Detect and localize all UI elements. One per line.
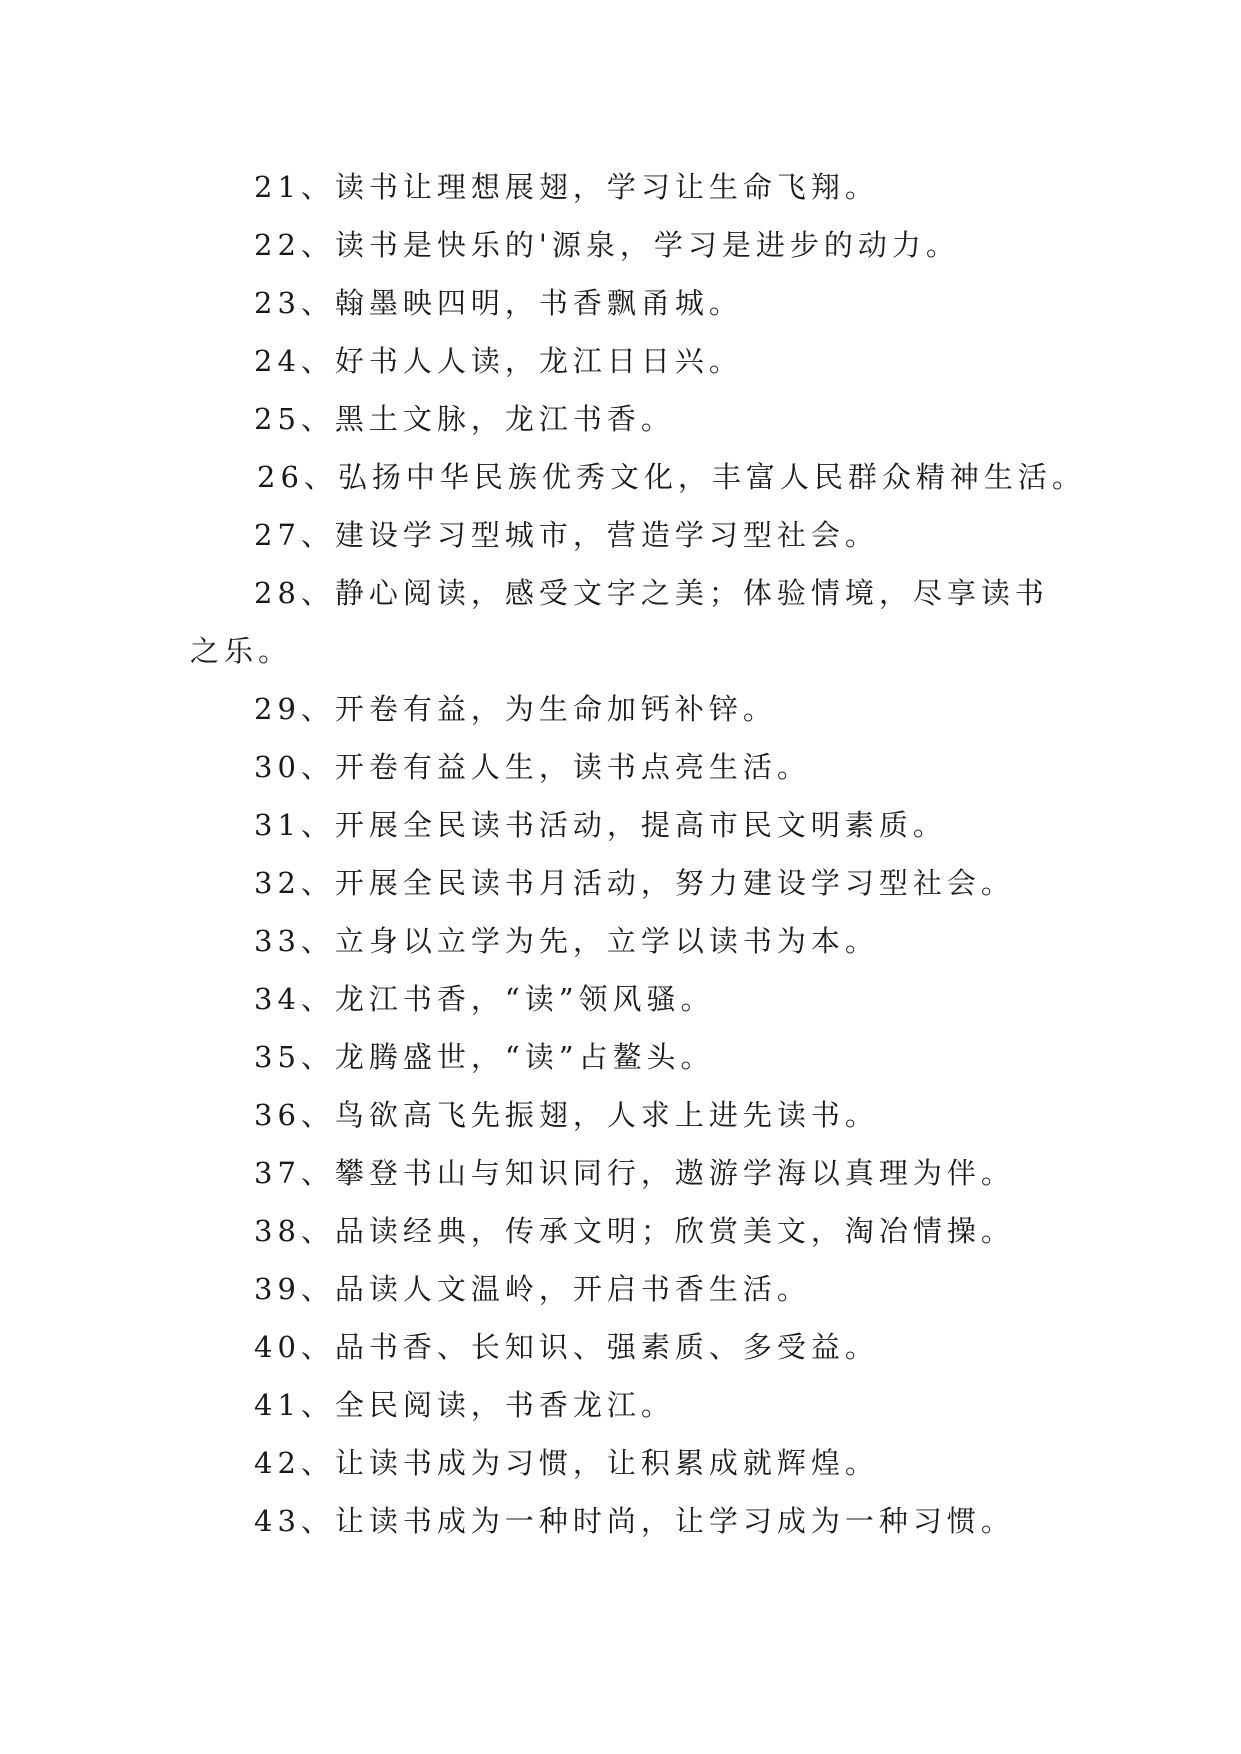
list-item: 21、读书让理想展翅，学习让生命飞翔。 xyxy=(254,170,879,204)
list-item: 39、品读人文温岭，开启书香生活。 xyxy=(254,1272,811,1306)
list-item: 34、龙江书香，“读”领风骚。 xyxy=(254,982,715,1016)
list-item: 30、开卷有益人生，读书点亮生活。 xyxy=(254,750,811,784)
list-item: 36、鸟欲高飞先振翅，人求上进先读书。 xyxy=(254,1098,879,1132)
slogan-list xyxy=(190,158,1086,1550)
list-item: 28、静心阅读，感受文字之美；体验情境，尽享读书之乐。 xyxy=(190,576,1049,668)
list-item: 33、立身以立学为先，立学以读书为本。 xyxy=(254,924,879,958)
list-item: 22、读书是快乐的'源泉，学习是进步的动力。 xyxy=(254,228,960,262)
list-item: 31、开展全民读书活动，提高市民文明素质。 xyxy=(254,808,947,842)
list-item: 42、让读书成为习惯，让积累成就辉煌。 xyxy=(254,1446,879,1480)
list-item: 29、开卷有益，为生命加钙补锌。 xyxy=(254,692,777,726)
list-item: 26、弘扬中华民族优秀文化，丰富人民群众精神生活。 xyxy=(257,460,1086,494)
list-item: 32、开展全民读书月活动，努力建设学习型社会。 xyxy=(254,866,1015,900)
list-item: 23、翰墨映四明，书香飘甬城。 xyxy=(254,286,743,320)
list-item: 41、全民阅读，书香龙江。 xyxy=(254,1388,675,1422)
list-item: 40、品书香、长知识、强素质、多受益。 xyxy=(254,1330,879,1364)
list-item: 35、龙腾盛世，“读”占鳌头。 xyxy=(254,1040,715,1074)
list-item: 27、建设学习型城市，营造学习型社会。 xyxy=(254,518,879,552)
list-item: 24、好书人人读，龙江日日兴。 xyxy=(254,344,743,378)
list-item: 37、攀登书山与知识同行，遨游学海以真理为伴。 xyxy=(254,1156,1015,1190)
list-item: 25、黑土文脉，龙江书香。 xyxy=(254,402,675,436)
list-item: 38、品读经典，传承文明；欣赏美文，淘冶情操。 xyxy=(254,1214,1015,1248)
list-item: 43、让读书成为一种时尚，让学习成为一种习惯。 xyxy=(254,1504,1015,1538)
